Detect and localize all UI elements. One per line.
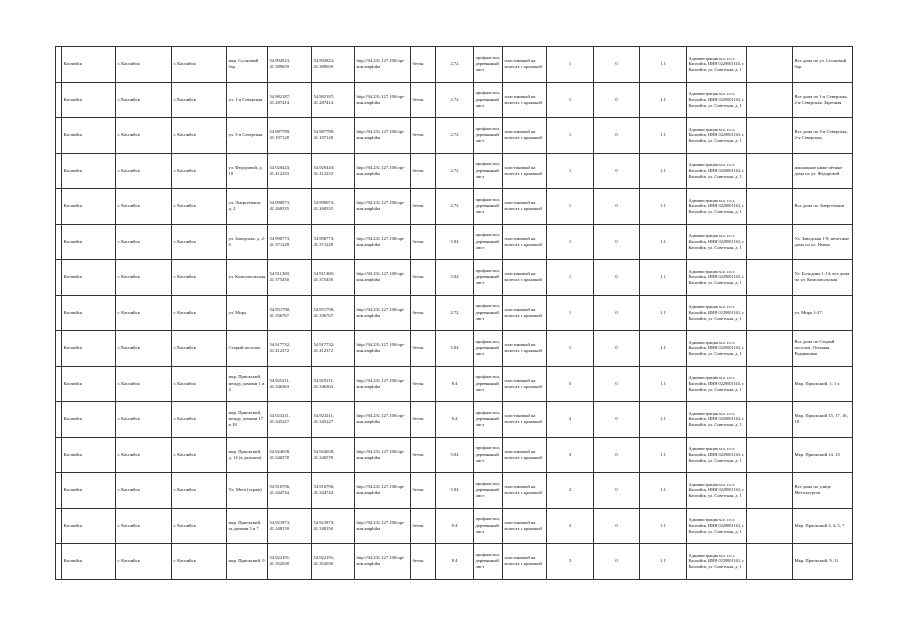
cell-volume: 0 (594, 544, 640, 580)
cell-settlement: г. Каспийск (116, 473, 172, 509)
cell-note: ул. Мира 1-27 (793, 295, 853, 331)
cell-city: г. Каспийск (172, 153, 227, 189)
cell-city: г. Каспийск (172, 544, 227, 580)
cell-city: г. Каспийск (172, 437, 227, 473)
cell-count: 1 (547, 224, 594, 260)
cell-address: Ул. Мета (гараж) (227, 473, 268, 509)
cell-org: Администрация м.о. г.о.г. Каспийск, ИНН 0229001163, г. Каспийск, ул. Советская, д. 1 (687, 331, 747, 367)
cell-vol: 1.1 (640, 437, 687, 473)
cell-region: Каспийск (62, 508, 116, 544)
cell-lon: 54.924658; 41.346578 (312, 437, 355, 473)
table-row (56, 331, 853, 367)
cell-lat: 54.921873, 41.348150 (268, 508, 312, 544)
cell-settlement: г. Каспийск (116, 153, 172, 189)
cell-settlement: г. Каспийск (116, 508, 172, 544)
cell-count: 1 (547, 47, 594, 83)
cell-note: Ул. Заводская 1-8; нечетные дома по ул. Новая (793, 224, 853, 260)
cell-lat: 54.951790, 41.336767 (268, 295, 312, 331)
cell-blank (747, 473, 793, 509)
table-row (56, 47, 853, 83)
cell-count: 4 (547, 402, 594, 438)
cell-city: г. Каспийск (172, 82, 227, 118)
cell-org: Администрация м.о. г.о.г. Каспийск, ИНН 0229001163, г. Каспийск, ул. Советская, д. 1 (687, 295, 747, 331)
cell-org: Администрация м.о. г.о.г. Каспийск, ИНН 0229001163, г. Каспийск, ул. Советская, д. 1 (687, 224, 747, 260)
cell-settlement: г. Каспийск (116, 366, 172, 402)
cell-org: Администрация м.о. г.о.г. Каспийск, ИНН 0229001163, г. Каспийск, ул. Советская, д. 1 (687, 118, 747, 154)
cell-type: профнастил, деревянный лист (474, 118, 503, 154)
cell-city: г. Каспийск (172, 331, 227, 367)
cell-org: Администрация м.о. г.о.г. Каспийск, ИНН 0229001163, г. Каспийск, ул. Советская, д. 1 (687, 153, 747, 189)
cell-lat: 54.987789, 41.197128 (268, 118, 312, 154)
cell-cover: бетон (411, 153, 436, 189)
cell-address: ул. Энергетиков, д. 2 (227, 189, 268, 225)
cell-region: Каспийск (62, 473, 116, 509)
cell-volume: 0 (594, 331, 640, 367)
cell-type: профнастил, деревянный лист (474, 189, 503, 225)
cell-material: пластиковый на колесах с крышкой (503, 189, 547, 225)
cell-blank (747, 189, 793, 225)
cell-address: мкр. Приокский, д. 14 (в дальнем) (227, 437, 268, 473)
cell-cover: бетон (411, 118, 436, 154)
cell-note: Все дома по Старый поселок, Осенняя, Родниковая (793, 331, 853, 367)
cell-region: Каспийск (62, 295, 116, 331)
cell-area: 8.4 (436, 508, 474, 544)
cell-lon: 54.992823; 41.389659 (312, 47, 355, 83)
cell-url: http://94.231.127.100/opt-кон.amphiba (355, 331, 411, 367)
table-row (56, 402, 853, 438)
cell-address: ул. 3-я Северская (227, 118, 268, 154)
cell-note: Все дома по улице Металлургов (793, 473, 853, 509)
cell-note: Все дома по Энергетиков (793, 189, 853, 225)
cell-url: http://94.231.127.100/opt-кон.amphiba (355, 437, 411, 473)
cell-type: профнастил, деревянный лист (474, 366, 503, 402)
cell-volume: 0 (594, 402, 640, 438)
cell-address: мкр. Сосновый бор (227, 47, 268, 83)
cell-material: пластиковый на колесах с крышкой (503, 260, 547, 296)
cell-material: пластиковый на колесах с крышкой (503, 295, 547, 331)
cell-material: пластиковый на колесах с крышкой (503, 82, 547, 118)
cell-type: профнастил, деревянный лист (474, 331, 503, 367)
cell-vol: 1.1 (640, 118, 687, 154)
cell-org: Администрация м.о. г.о.г. Каспийск, ИНН 0229001163, г. Каспийск, ул. Советская, д. 1 (687, 508, 747, 544)
cell-area: 2.72 (436, 189, 474, 225)
cell-vol: 1.1 (640, 508, 687, 544)
table-row (56, 260, 853, 296)
cell-count: 5 (547, 366, 594, 402)
cell-city: г. Каспийск (172, 118, 227, 154)
cell-count: 3 (547, 437, 594, 473)
cell-count: 3 (547, 508, 594, 544)
cell-region: Каспийск (62, 260, 116, 296)
cell-settlement: г. Каспийск (116, 82, 172, 118)
cell-note: жилищные ниже чётные дома по ул. Федоровой (793, 153, 853, 189)
table-body (56, 47, 853, 580)
cell-url: http://94.231.127.100/opt-кон.amphiba (355, 473, 411, 509)
cell-address: ул. Мира (227, 295, 268, 331)
cell-url: http://94.231.127.100/opt-кон.amphiba (355, 402, 411, 438)
cell-lon: 54.923211; 41.345227 (312, 402, 355, 438)
cell-type: профнастил, деревянный лист (474, 82, 503, 118)
cell-blank (747, 224, 793, 260)
cell-address: ул. Комсомольская (227, 260, 268, 296)
cell-count: 1 (547, 153, 594, 189)
cell-count: 3 (547, 544, 594, 580)
cell-lon: 54.916796; 41.344744 (312, 473, 355, 509)
cell-settlement: г. Каспийск (116, 260, 172, 296)
cell-cover: бетон (411, 473, 436, 509)
cell-type: профнастил, деревянный лист (474, 295, 503, 331)
cell-address: ул. Федоровой, д. 18 (227, 153, 268, 189)
cell-org: Администрация м.о. г.о.г. Каспийск, ИНН 0229001163, г. Каспийск, ул. Советская, д. 1 (687, 260, 747, 296)
cell-type: профнастил, деревянный лист (474, 153, 503, 189)
table-row (56, 153, 853, 189)
cell-city: г. Каспийск (172, 189, 227, 225)
cell-city: г. Каспийск (172, 295, 227, 331)
cell-vol: 1.1 (640, 544, 687, 580)
cell-type: профнастил, деревянный лист (474, 437, 503, 473)
cell-address: мкр. Приокский, 9 (227, 544, 268, 580)
cell-org: Администрация м.о. г.о.г. Каспийск, ИНН 0229001163, г. Каспийск, ул. Советская, д. 1 (687, 473, 747, 509)
cell-count: 1 (547, 260, 594, 296)
cell-city: г. Каспийск (172, 224, 227, 260)
cell-volume: 0 (594, 82, 640, 118)
cell-note: Ул. Больдина 1-14; все дома по ул. Комсомольская (793, 260, 853, 296)
cell-area: 8.4 (436, 544, 474, 580)
cell-lon: 54.911369; 41.375450 (312, 260, 355, 296)
cell-region: Каспийск (62, 189, 116, 225)
cell-lat: 54.911369, 41.375450 (268, 260, 312, 296)
cell-vol: 1.1 (640, 224, 687, 260)
cell-blank (747, 82, 793, 118)
cell-material: пластиковый на колесах с крышкой (503, 47, 547, 83)
cell-region: Каспийск (62, 366, 116, 402)
cell-address: мкр. Приокский, за домами 5 и 7 (227, 508, 268, 544)
cell-count: 1 (547, 331, 594, 367)
cell-vol: 1.1 (640, 295, 687, 331)
cell-blank (747, 153, 793, 189)
table-row (56, 473, 853, 509)
cell-lat: 54.920443, 41.412233 (268, 153, 312, 189)
cell-org: Администрация м.о. г.о.г. Каспийск, ИНН 0229001163, г. Каспийск, ул. Советская, д. 1 (687, 189, 747, 225)
cell-org: Администрация м.о. г.о.г. Каспийск, ИНН 0229001163, г. Каспийск, ул. Советская, д. 1 (687, 82, 747, 118)
cell-url: http://94.231.127.100/opt-кон.amphiba (355, 82, 411, 118)
cell-note: Мкр. Приокский 3, 4, 5, 7 (793, 508, 853, 544)
cell-volume: 0 (594, 260, 640, 296)
cell-city: г. Каспийск (172, 402, 227, 438)
cell-address: Старый поселок (227, 331, 268, 367)
cell-blank (747, 331, 793, 367)
cell-material: пластиковый на колесах с крышкой (503, 366, 547, 402)
cell-url: http://94.231.127.100/opt-кон.amphiba (355, 47, 411, 83)
cell-cover: бетон (411, 544, 436, 580)
cell-area: 5.04 (436, 224, 474, 260)
cell-lat: 54.992823, 41.389659 (268, 47, 312, 83)
cell-address: мкр. Приокский, между домами 17 и 18 (227, 402, 268, 438)
cell-url: http://94.231.127.100/opt-кон.amphiba (355, 544, 411, 580)
cell-count: 1 (547, 295, 594, 331)
cell-note: Мкр. Приокский 15, 17, 16, 18 (793, 402, 853, 438)
cell-blank (747, 366, 793, 402)
cell-volume: 0 (594, 366, 640, 402)
cell-cover: бетон (411, 189, 436, 225)
cell-area: 2.72 (436, 47, 474, 83)
cell-lat: 54.922191, 41.352030 (268, 544, 312, 580)
cell-material: пластиковый на колесах с крышкой (503, 118, 547, 154)
cell-lon: 54.922191; 41.352030 (312, 544, 355, 580)
cell-settlement: г. Каспийск (116, 118, 172, 154)
cell-volume: 0 (594, 118, 640, 154)
cell-note: Мкр. Приокский, 1, 1 а (793, 366, 853, 402)
cell-lon: 54.920443; 41.412233 (312, 153, 355, 189)
cell-type: профнастил, деревянный лист (474, 47, 503, 83)
cell-area: 2.72 (436, 153, 474, 189)
cell-region: Каспийск (62, 437, 116, 473)
cell-settlement: г. Каспийск (116, 189, 172, 225)
cell-cover: бетон (411, 508, 436, 544)
cell-url: http://94.231.127.100/opt-кон.amphiba (355, 295, 411, 331)
cell-url: http://94.231.127.100/opt-кон.amphiba (355, 366, 411, 402)
cell-vol: 1.1 (640, 402, 687, 438)
cell-blank (747, 402, 793, 438)
cell-lat: 54.916796, 41.344744 (268, 473, 312, 509)
cell-volume: 0 (594, 224, 640, 260)
cell-blank (747, 47, 793, 83)
cell-lon: 54.987789; 41.197128 (312, 118, 355, 154)
cell-settlement: г. Каспийск (116, 295, 172, 331)
cell-url: http://94.231.127.100/opt-кон.amphiba (355, 118, 411, 154)
cell-cover: бетон (411, 224, 436, 260)
cell-material: пластиковый на колесах с крышкой (503, 402, 547, 438)
cell-area: 8.4 (436, 366, 474, 402)
cell-city: г. Каспийск (172, 47, 227, 83)
cell-lat: 54.982187, 41.287414 (268, 82, 312, 118)
table-row (56, 366, 853, 402)
cell-lon: 54.921873; 41.348150 (312, 508, 355, 544)
cell-cover: бетон (411, 295, 436, 331)
cell-lat: 54.923211, 41.345227 (268, 402, 312, 438)
table-row (56, 189, 853, 225)
cell-cover: бетон (411, 331, 436, 367)
cell-org: Администрация м.о. г.о.г. Каспийск, ИНН 0229001163, г. Каспийск, ул. Советская, д. 1 (687, 366, 747, 402)
cell-cover: бетон (411, 82, 436, 118)
table-row (56, 82, 853, 118)
cell-city: г. Каспийск (172, 260, 227, 296)
cell-volume: 0 (594, 295, 640, 331)
table-row (56, 295, 853, 331)
cell-area: 2.72 (436, 295, 474, 331)
cell-note: Все дома по ул. Сосновый бор (793, 47, 853, 83)
cell-lat: 54.924658, 41.346578 (268, 437, 312, 473)
cell-volume: 0 (594, 437, 640, 473)
cell-volume: 0 (594, 153, 640, 189)
cell-volume: 0 (594, 47, 640, 83)
cell-lat: 54.917732, 41.412372 (268, 331, 312, 367)
cell-area: 8.4 (436, 402, 474, 438)
cell-url: http://94.231.127.100/opt-кон.amphiba (355, 224, 411, 260)
cell-cover: бетон (411, 260, 436, 296)
cell-note: Все дома по 3-я Северская, 2-я Северская (793, 118, 853, 154)
cell-vol: 1.1 (640, 473, 687, 509)
cell-vol: 1.1 (640, 189, 687, 225)
cell-vol: 1.1 (640, 82, 687, 118)
cell-region: Каспийск (62, 224, 116, 260)
cell-count: 1 (547, 118, 594, 154)
cell-settlement: г. Каспийск (116, 47, 172, 83)
cell-volume: 0 (594, 473, 640, 509)
table-row (56, 437, 853, 473)
cell-address: мкр. Приокский, между домами 1 и 4 (227, 366, 268, 402)
cell-vol: 1.1 (640, 366, 687, 402)
cell-note: Все дома по 1-я Северская, 2-я Северская, Заречная (793, 82, 853, 118)
cell-area: 5.04 (436, 473, 474, 509)
cell-type: профнастил, деревянный лист (474, 402, 503, 438)
cell-note: Мкр. Приокский 14, 13 (793, 437, 853, 473)
cell-org: Администрация м.о. г.о.г. Каспийск, ИНН 0229001163, г. Каспийск, ул. Советская, д. 1 (687, 544, 747, 580)
cell-blank (747, 437, 793, 473)
cell-region: Каспийск (62, 544, 116, 580)
cell-url: http://94.231.127.100/opt-кон.amphiba (355, 153, 411, 189)
cell-lon: 54.990073; 41.268335 (312, 189, 355, 225)
cell-region: Каспийск (62, 82, 116, 118)
cell-type: профнастил, деревянный лист (474, 473, 503, 509)
cell-settlement: г. Каспийск (116, 402, 172, 438)
cell-area: 5.04 (436, 331, 474, 367)
cell-type: профнастил, деревянный лист (474, 544, 503, 580)
cell-address: ул. Заводская, д. 2-б (227, 224, 268, 260)
table-row (56, 544, 853, 580)
cell-cover: бетон (411, 366, 436, 402)
registry-table (55, 46, 853, 580)
cell-settlement: г. Каспийск (116, 331, 172, 367)
cell-settlement: г. Каспийск (116, 544, 172, 580)
cell-area: 5.04 (436, 437, 474, 473)
cell-lat: 54.990073, 41.268335 (268, 189, 312, 225)
cell-vol: 1.1 (640, 331, 687, 367)
cell-material: пластиковый на колесах с крышкой (503, 473, 547, 509)
cell-blank (747, 544, 793, 580)
cell-material: пластиковый на колесах с крышкой (503, 437, 547, 473)
cell-lon: 54.951790; 41.336767 (312, 295, 355, 331)
cell-url: http://94.231.127.100/opt-кон.amphiba (355, 508, 411, 544)
cell-cover: бетон (411, 47, 436, 83)
cell-vol: 1.1 (640, 47, 687, 83)
cell-lat: 54.925211, 41.346363 (268, 366, 312, 402)
cell-settlement: г. Каспийск (116, 437, 172, 473)
cell-count: 2 (547, 473, 594, 509)
cell-area: 2.72 (436, 82, 474, 118)
cell-blank (747, 118, 793, 154)
cell-blank (747, 260, 793, 296)
cell-note: Мкр. Приокский, 9, 11 (793, 544, 853, 580)
cell-area: 5.04 (436, 260, 474, 296)
cell-url: http://94.231.127.100/opt-кон.amphiba (355, 260, 411, 296)
cell-area: 2.72 (436, 118, 474, 154)
cell-material: пластиковый на колесах с крышкой (503, 331, 547, 367)
cell-org: Администрация м.о. г.о.г. Каспийск, ИНН 0229001163, г. Каспийск, ул. Советская, д. 1 (687, 437, 747, 473)
cell-lon: 54.917732; 41.412372 (312, 331, 355, 367)
cell-material: пластиковый на колесах с крышкой (503, 224, 547, 260)
cell-volume: 0 (594, 189, 640, 225)
cell-region: Каспийск (62, 402, 116, 438)
cell-region: Каспийск (62, 118, 116, 154)
cell-count: 1 (547, 189, 594, 225)
cell-type: профнастил, деревянный лист (474, 260, 503, 296)
cell-org: Администрация м.о. г.о.г. Каспийск, ИНН 0229001163, г. Каспийск, ул. Советская, д. 1 (687, 47, 747, 83)
cell-blank (747, 295, 793, 331)
table-row (56, 118, 853, 154)
cell-material: пластиковый на колесах с крышкой (503, 153, 547, 189)
cell-org: Администрация м.о. г.о.г. Каспийск, ИНН 0229001163, г. Каспийск, ул. Советская, д. 1 (687, 402, 747, 438)
cell-lat: 54.990773, 41.371228 (268, 224, 312, 260)
cell-lon: 54.925211; 41.346363 (312, 366, 355, 402)
cell-lon: 54.990773; 41.371228 (312, 224, 355, 260)
cell-address: ул. 1-я Северская (227, 82, 268, 118)
cell-city: г. Каспийск (172, 473, 227, 509)
cell-type: профнастил, деревянный лист (474, 508, 503, 544)
cell-settlement: г. Каспийск (116, 224, 172, 260)
cell-cover: бетон (411, 437, 436, 473)
cell-count: 1 (547, 82, 594, 118)
cell-region: Каспийск (62, 331, 116, 367)
cell-blank (747, 508, 793, 544)
cell-material: пластиковый на колесах с крышкой (503, 544, 547, 580)
cell-volume: 0 (594, 508, 640, 544)
cell-city: г. Каспийск (172, 366, 227, 402)
cell-region: Каспийск (62, 47, 116, 83)
table-row (56, 508, 853, 544)
cell-material: пластиковый на колесах с крышкой (503, 508, 547, 544)
cell-vol: 1.1 (640, 153, 687, 189)
cell-url: http://94.231.127.100/opt-кон.amphiba (355, 189, 411, 225)
cell-vol: 1.1 (640, 260, 687, 296)
table-row (56, 224, 853, 260)
cell-city: г. Каспийск (172, 508, 227, 544)
cell-type: профнастил, деревянный лист (474, 224, 503, 260)
cell-region: Каспийск (62, 153, 116, 189)
cell-lon: 54.982187; 41.287414 (312, 82, 355, 118)
cell-cover: бетон (411, 402, 436, 438)
